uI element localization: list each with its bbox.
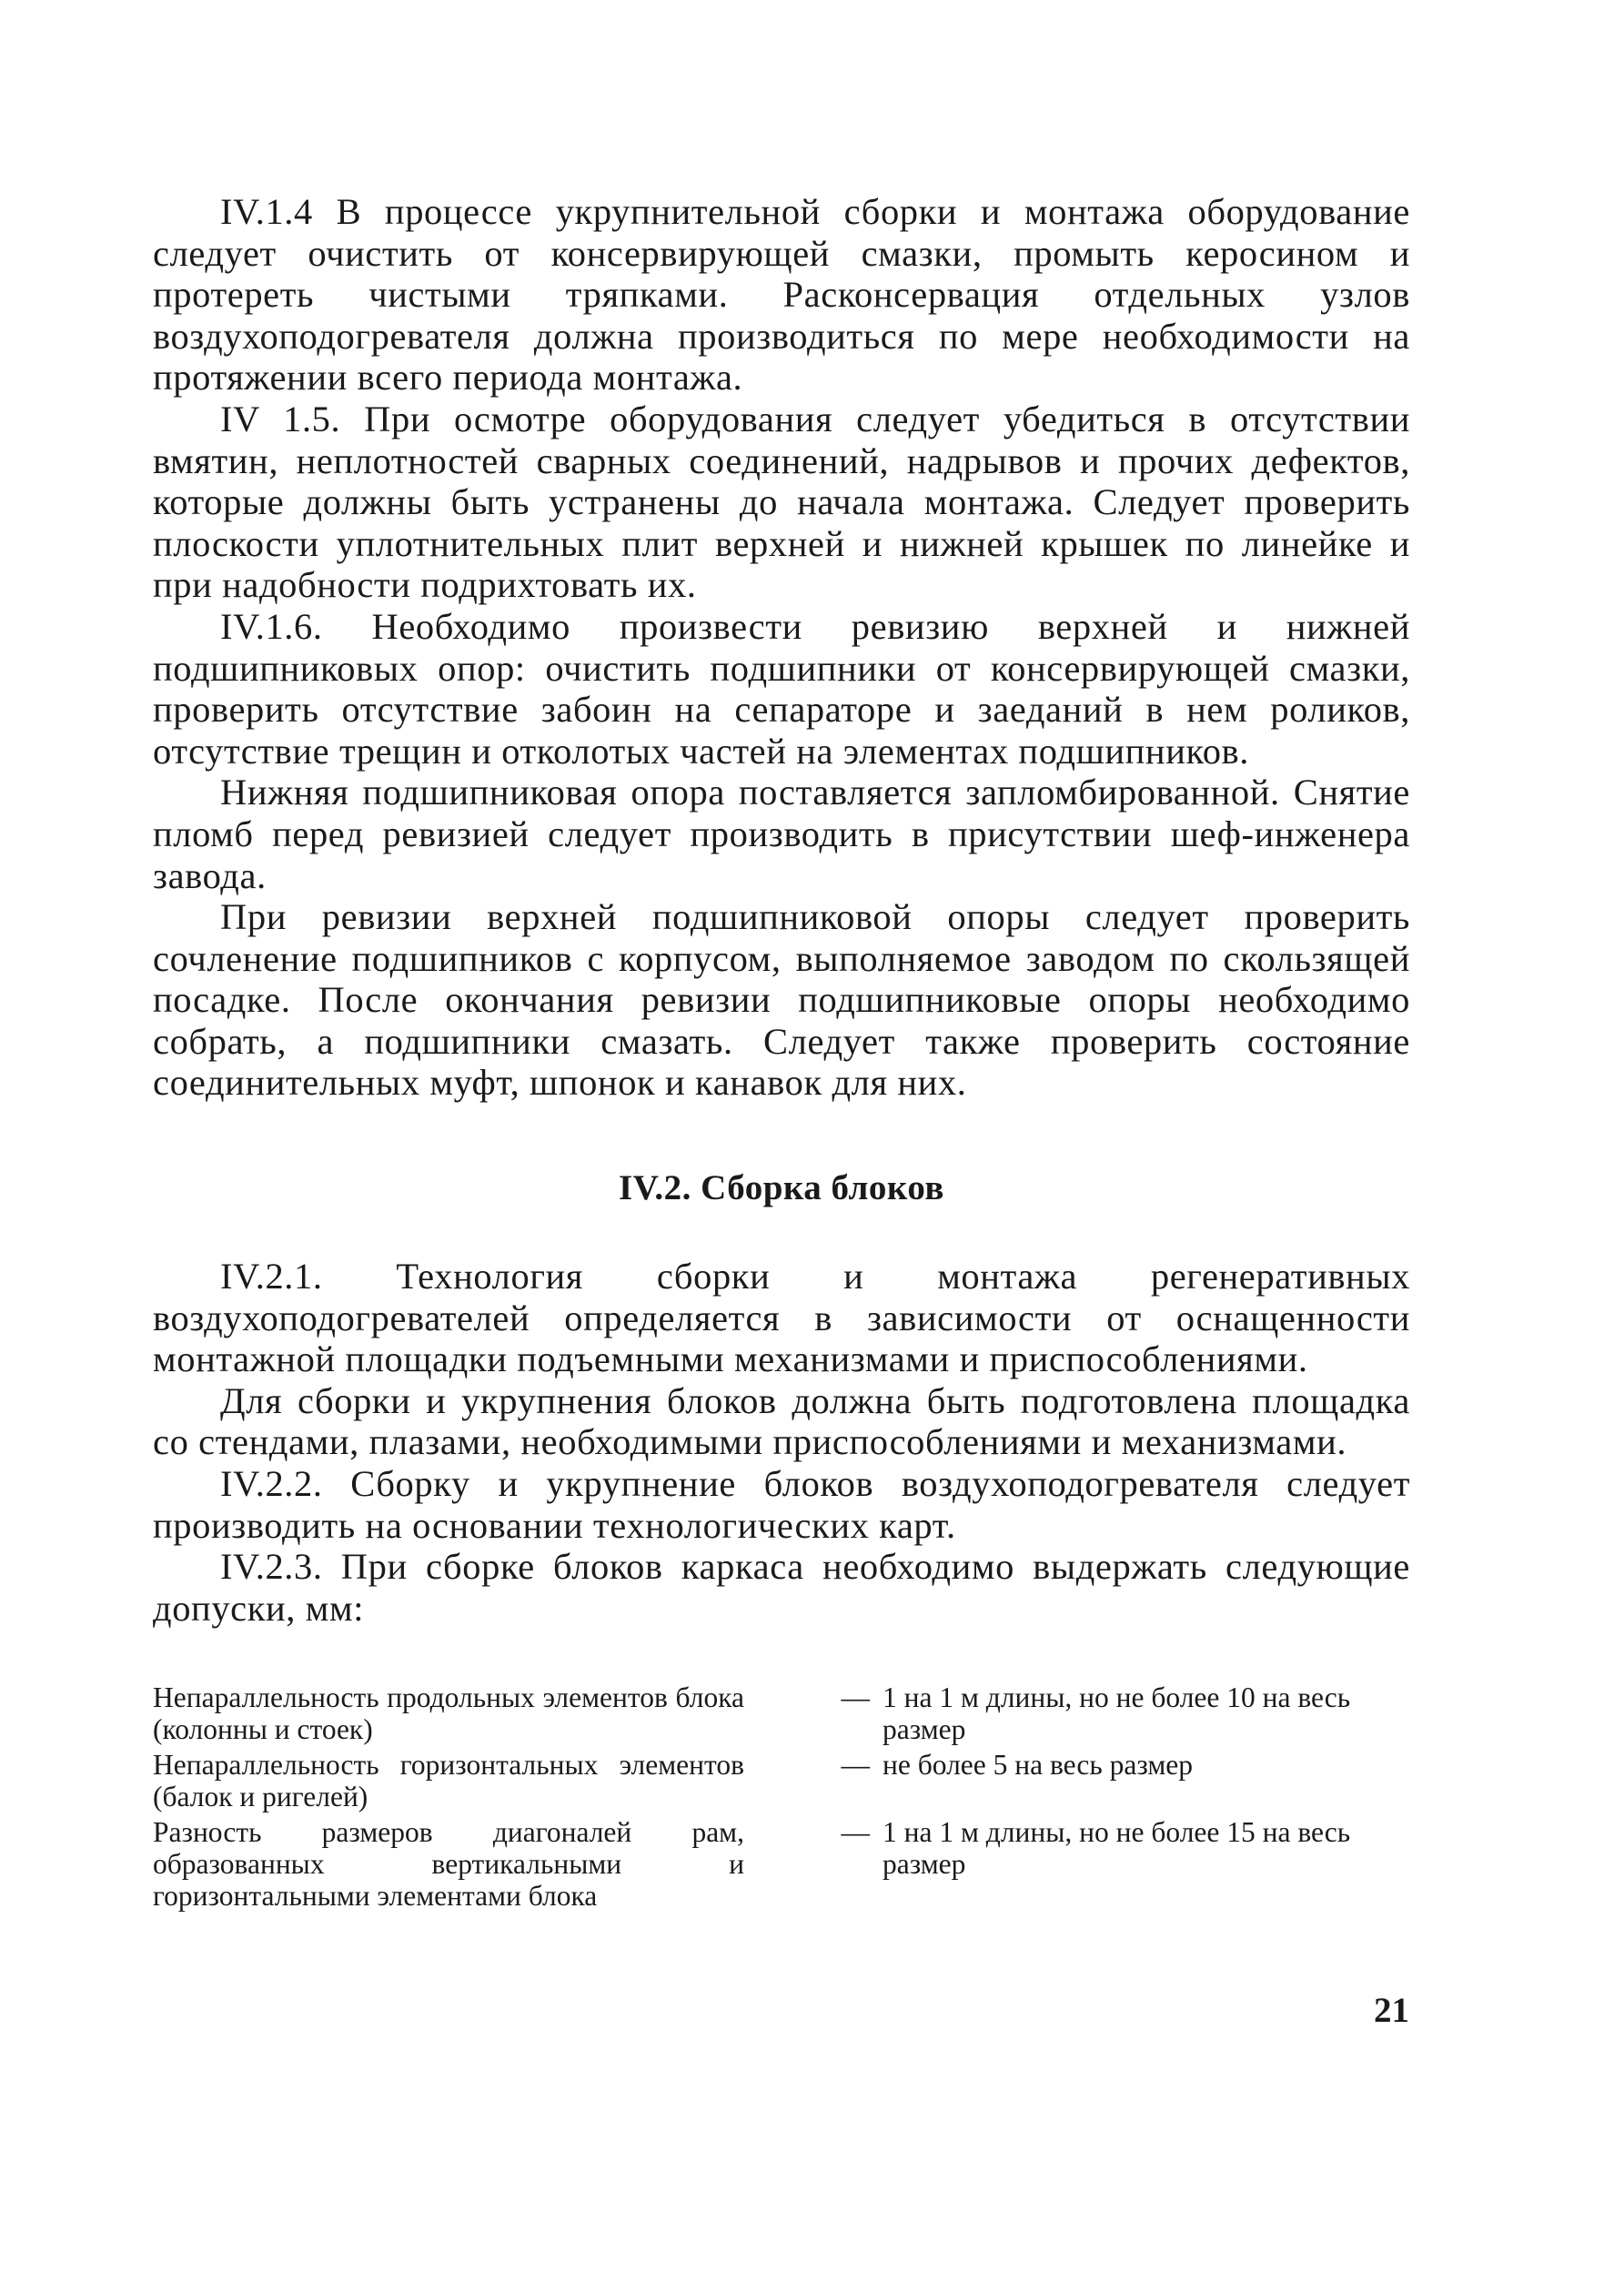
paragraph-iv-1-4: IV.1.4 В процессе укрупнительной сборки и монтажа оборудование следует очистить от консервирующей смазки, промыть керосином и протереть чистыми тряпками. Расконсервация отдельных узлов воздухоподогревателя должна производиться по мере необходимости на протяжении всего периода монтажа. <box>153 191 1410 399</box>
tolerance-dash: — <box>841 1681 870 1714</box>
paragraph-upper-bearing: При ревизии верхней подшипниковой опоры следует проверить сочленение подшипников с корпусом, выполняемое заводом по скользящей посадке. После окончания ревизии подшипниковые опоры необходимо собрать, а подшипники смазать. Следует также проверить состояние соединительных муфт, шпонок и канавок для них. <box>153 896 1410 1104</box>
page-number: 21 <box>1374 1991 1409 2030</box>
tolerance-row <box>153 1681 1410 1749</box>
tolerance-table <box>153 1681 1410 1915</box>
paragraph-lower-bearing: Нижняя подшипниковая опора поставляется запломбированной. Снятие пломб перед ревизией следует производить в присутствии шеф-инженера завода. <box>153 772 1410 896</box>
tolerance-name: Непараллельность горизонтальных элементов (балок и ригелей) <box>153 1749 744 1813</box>
tolerance-row <box>153 1749 1410 1816</box>
tolerance-value: 1 на 1 м длины, но не более 10 на весь размер <box>883 1681 1351 1746</box>
document-page <box>153 191 1410 1915</box>
tolerance-dash: — <box>841 1749 870 1782</box>
tolerance-value: 1 на 1 м длины, но не более 15 на весь размер <box>883 1816 1351 1881</box>
tolerance-dash: — <box>841 1816 870 1849</box>
paragraph-iv-2-2: IV.2.2. Сборку и укрупнение блоков воздухоподогревателя следует производить на основании технологических карт. <box>153 1463 1410 1546</box>
paragraph-iv-2-3: IV.2.3. При сборке блоков каркаса необходимо выдержать следующие допуски, мм: <box>153 1546 1410 1629</box>
paragraph-iv-1-5: IV 1.5. При осмотре оборудования следует убедиться в отсутствии вмятин, неплотностей сварных соединений, надрывов и прочих дефектов, которые должны быть устранены до начала монтажа. Следует проверить плоскости уплотнительных плит верхней и нижней крышек по линейке и при надобности подрихтовать их. <box>153 398 1410 606</box>
tolerance-value: не более 5 на весь размер <box>883 1749 1194 1782</box>
paragraph-iv-1-6: IV.1.6. Необходимо произвести ревизию верхней и нижней подшипниковых опор: очистить подшипники от консервирующей смазки, проверить отсутствие забоин на сепараторе и заеданий в нем роликов, отсутствие трещин и отколотых частей на элементах подшипников. <box>153 605 1410 772</box>
section-heading: IV.2. Сборка блоков <box>619 1168 944 1208</box>
tolerance-row <box>153 1816 1410 1915</box>
tolerance-name: Непараллельность продольных элементов блока (колонны и стоек) <box>153 1681 744 1746</box>
paragraph-assembly-area: Для сборки и укрупнения блоков должна быть подготовлена площадка со стендами, плазами, необходимыми приспособлениями и механизмами. <box>153 1379 1410 1463</box>
paragraph-iv-2-1: IV.2.1. Технология сборки и монтажа регенеративных воздухоподогревателей определяется в зависимости от оснащенности монтажной площадки подъемными механизмами и приспособлениями. <box>153 1256 1410 1380</box>
tolerance-name: Разность размеров диагоналей рам, образованных вертикальными и горизонтальными элементами блока <box>153 1816 744 1913</box>
